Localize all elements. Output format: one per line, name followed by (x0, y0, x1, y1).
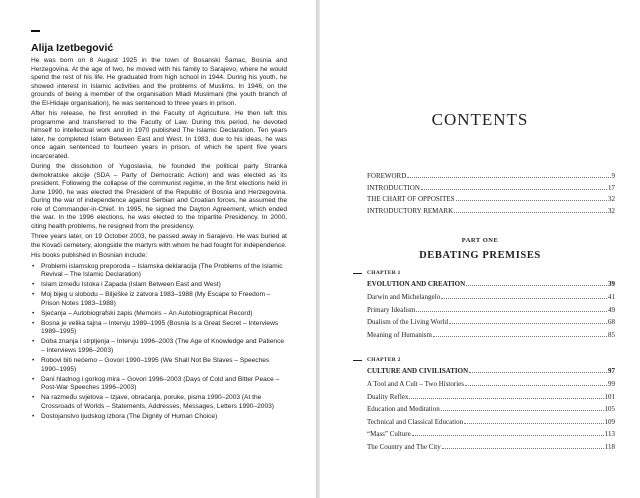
toc-entry[interactable] (367, 380, 615, 393)
chapter-dash (353, 273, 362, 274)
toc-entry[interactable] (367, 293, 615, 306)
left-page (0, 0, 316, 498)
book-item (31, 291, 287, 308)
chapter-1-section (367, 270, 615, 343)
toc-entry[interactable] (367, 331, 615, 344)
books-intro: His books published in Bosnian include: (31, 252, 148, 259)
part-title: DEBATING PREMISES (419, 250, 541, 261)
toc-leader (409, 398, 603, 399)
toc-page-number: 105 (604, 405, 615, 414)
toc-page-number: 32 (608, 206, 615, 215)
book-item (31, 357, 287, 374)
toc-entry[interactable] (367, 418, 615, 431)
books-list (31, 263, 287, 422)
toc-leader (456, 200, 607, 201)
toc-leader (466, 285, 607, 286)
toc-entry[interactable] (367, 430, 615, 443)
toc-entry[interactable] (367, 393, 615, 406)
bullet-icon: • (32, 262, 35, 270)
book-title: Islam između Istoka i Zapada (Islam Between East and West) (41, 281, 221, 289)
bullet-icon: • (32, 291, 35, 299)
toc-entry-label: Education and Meditation (367, 405, 440, 414)
toc-leader (464, 423, 603, 424)
chapter-label: CHAPTER 1 (367, 270, 401, 276)
book-title: Moj bijeg u slobodu – Bilješke iz zatvora 1983–1988 (My Escape to Freedom – Prison Notes 1983–1988) (41, 291, 271, 307)
bio-paragraph: Three years later, on 19 October 2003, he passed away in Sarajevo. He was buried at the Kovači cemetery, alongside the martyrs with whom he had fought for independence. (31, 233, 287, 249)
toc-leader (416, 311, 607, 312)
book-title: Bosna je velika tajna – Intervju 1989–1995 (Bosnia Is a Great Secret – Interviews 1989–1995) (41, 319, 279, 336)
book-item (31, 376, 287, 393)
toc-leader (465, 385, 607, 386)
author-name: Alija Izetbegović (31, 42, 114, 54)
contents-title: CONTENTS (431, 110, 529, 129)
toc-entry-foreword[interactable] (367, 172, 615, 184)
bullet-icon: • (32, 281, 35, 289)
toc-page-number: 109 (604, 417, 615, 426)
bullet-icon: • (32, 309, 35, 317)
book-title: Problemi islamskog preporoda – Islamska deklaracija (The Problems of the Islamic Revival – The Islamic Declaration) (41, 262, 283, 278)
toc-page-number: 97 (608, 367, 615, 375)
toc-chapter-title[interactable] (367, 367, 615, 380)
toc-entry-label: Darwin and Michelangelo (367, 293, 441, 301)
bullet-icon: • (32, 412, 35, 420)
toc-page-number: 101 (604, 392, 615, 401)
section-dash (31, 30, 40, 32)
book-title: Dostojanstvo ljudskog izbora (The Dignity of Human Choice) (41, 412, 218, 420)
toc-page-number: 113 (604, 430, 615, 439)
toc-entry-label: Meaning of Humanism (367, 330, 432, 339)
toc-entry-label: THE CHART OF OPPOSITES (367, 195, 455, 203)
toc-entry-introduction[interactable] (367, 184, 615, 196)
toc-entry-label: A Tool and A Cult – Two Histories (367, 380, 464, 388)
bio-paragraph: He was born on 8 August 1925 in the town of Bosanski Šamac, Bosnia and Herzegovina. At the age of two, he moved with his family to Sarajevo, where he would spend the rest of his life. He graduated from high school in 1944. During his youth, he showed interest in Islamic activities and the problems of Muslims. In 1946, on the grounds of being a member of the organisation Mladi Muslimani (the youth branch of the El-Hidaje organisation), he was sentenced to three years in prison. (31, 57, 287, 107)
toc-front-matter (367, 172, 615, 218)
toc-leader (407, 177, 610, 178)
book-item (31, 310, 287, 319)
toc-page-number: 9 (611, 172, 615, 180)
toc-leader (442, 448, 604, 449)
toc-entry-label: Duality Reflex (367, 392, 409, 401)
toc-page-number: 68 (608, 318, 615, 327)
toc-page-number: 99 (608, 380, 615, 388)
book-title: Sjećanja – Autobiografski zapis (Memoirs – An Autobiographical Record) (41, 309, 253, 317)
toc-page-number: 41 (608, 293, 615, 301)
toc-leader (421, 189, 607, 190)
toc-entry[interactable] (367, 405, 615, 418)
toc-page-number: 39 (608, 280, 615, 288)
book-title: Na razmeđu svjetova – Izjave, obraćanja, poruke, pisma 1990–2003 (At the Crossroads of Worlds – Statements, Addresses, Messages, Letters 1990–2003) (41, 394, 274, 410)
toc-page-number: 118 (604, 442, 615, 451)
book-item (31, 338, 287, 355)
right-page (320, 0, 640, 498)
chapter-header (367, 357, 615, 367)
toc-entry-label: Primary Idealism (367, 305, 416, 314)
toc-leader (469, 372, 607, 373)
toc-entry-label: The Country and The City (367, 442, 441, 451)
toc-entry-label: EVOLUTION AND CREATION (367, 280, 466, 288)
book-title: Doba znanja i strpljenja – Intervju 1996–2003 (The Age of Knowledge and Patience – Interviews 1996–2003) (41, 338, 285, 354)
bullet-icon: • (32, 357, 35, 365)
book-item (31, 320, 287, 337)
toc-page-number: 32 (608, 195, 615, 203)
chapter-dash (353, 360, 362, 361)
toc-entry-label: Dualism of the Living World (367, 318, 448, 327)
book-item (31, 394, 287, 411)
toc-entry-chart-of-opposites[interactable] (367, 195, 615, 207)
toc-entry-label: CULTURE AND CIVILISATION (367, 367, 469, 375)
bullet-icon: • (32, 319, 35, 327)
toc-leader (433, 336, 607, 337)
chapter-2-section (367, 357, 615, 456)
toc-leader (441, 298, 607, 299)
toc-entry[interactable] (367, 443, 615, 456)
book-item (31, 263, 287, 280)
toc-entry-label: INTRODUCTORY REMARK (367, 206, 454, 215)
bullet-icon: • (32, 338, 35, 346)
book-title: Dani hladnog i gorkog mira – Govori 1996–2003 (Days of Cold and Bitter Peace – Post-War Speeches 1996–2003) (41, 375, 280, 392)
toc-entry-label: INTRODUCTION (367, 183, 420, 192)
bullet-icon: • (32, 394, 35, 402)
toc-entry[interactable] (367, 306, 615, 319)
toc-leader (441, 410, 604, 411)
toc-entry-label: Technical and Classical Education (367, 417, 464, 426)
chapter-label: CHAPTER 2 (367, 357, 401, 363)
toc-leader (454, 212, 607, 213)
toc-leader (449, 323, 607, 324)
toc-page-number: 85 (608, 330, 615, 339)
chapter-header (367, 270, 615, 280)
bio-paragraph: During the dissolution of Yugoslavia, he founded the political party Stranka demokratske akcije (SDA – Party of Democratic Action) and was elected as its president. Following the collapse of the communist regime, in the first elections held in June 1990, he was elected the President of the Republic of Bosnia and Herzegovina. During the war of independence against Serbian and Croatian forces, he assumed the role of Commander-in-Chief. In 1995, he signed the Dayton Agreement, which ended the war. In the 1996 elections, he was elected to the tripartite Presidency. In 2000, citing health problems, he resigned from the presidency. (31, 163, 287, 230)
toc-leader (412, 435, 604, 436)
biography-text (31, 57, 287, 423)
toc-page-number: 49 (608, 305, 615, 314)
bullet-icon: • (32, 375, 35, 383)
book-item (31, 413, 287, 422)
toc-entry-label: “Mass” Culture (367, 430, 411, 439)
toc-entry[interactable] (367, 318, 615, 331)
book-title: Robovi biti nećemo – Govori 1990–1995 (We Shall Not Be Slaves – Speeches 1990–1995) (41, 357, 270, 373)
part-label: PART ONE (461, 237, 499, 244)
bio-paragraph: After his release, he first enrolled in the Faculty of Agriculture. He then left this programme and transferred to the Faculty of Law. During this period, he devoted himself to intellectual work and in 1970 published The Islamic Declaration. Ten years later, he completed Islam Between East and West. In 1983, due to his ideas, he was once again sentenced to fourteen years in prison, of which he spent five years incarcerated. (31, 110, 287, 160)
toc-entry-introductory-remark[interactable] (367, 207, 615, 219)
toc-chapter-title[interactable] (367, 280, 615, 293)
toc-page-number: 17 (608, 183, 615, 192)
book-item (31, 281, 287, 290)
toc-entry-label: FOREWORD (367, 172, 407, 180)
